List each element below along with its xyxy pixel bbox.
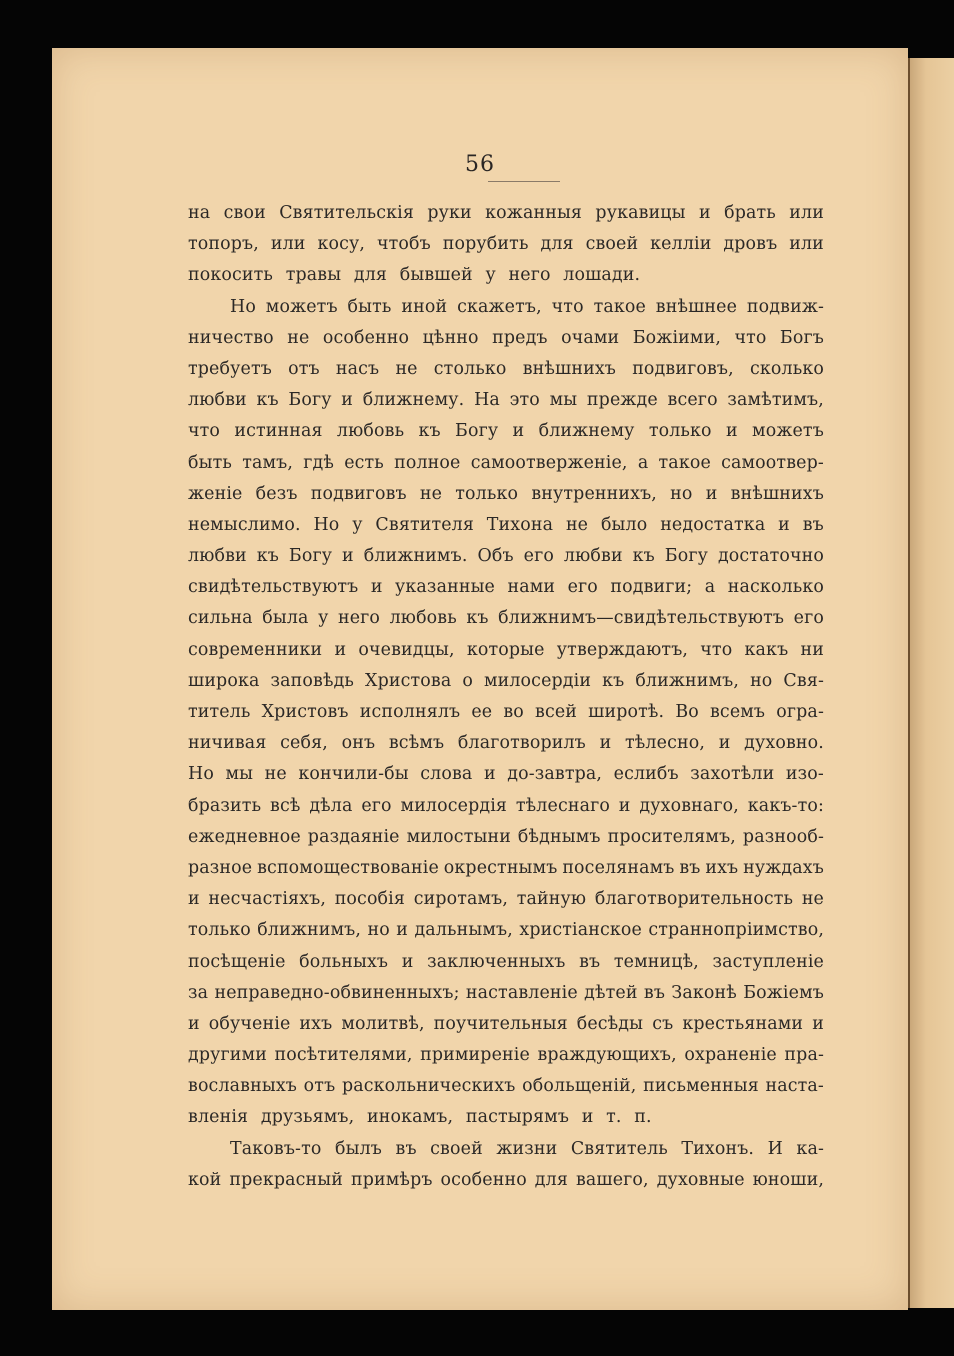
text-line: любви къ Богу и ближнему. На это мы прежде всего замѣтимъ, bbox=[188, 390, 824, 411]
text-line: разное вспомоществованіе окрестнымъ поселянамъ въ ихъ нуждахъ bbox=[188, 857, 824, 878]
text-line: Таковъ-то былъ въ своей жизни Святитель Тихонъ. И ка- bbox=[230, 1138, 824, 1159]
text-line: ничество не особенно цѣнно предъ очами Божіими, что Богъ bbox=[188, 327, 824, 348]
text-line: женіе безъ подвиговъ не только внутреннихъ, но и внѣшнихъ bbox=[188, 483, 824, 504]
text-line: ничивая себя, онъ всѣмъ благотворилъ и тѣлесно, и духовно. bbox=[188, 733, 824, 754]
text-line: только ближнимъ, но и дальнымъ, христіанское страннопріимство, bbox=[188, 920, 824, 941]
page-number: 56 bbox=[465, 152, 495, 177]
text-line: другими посѣтителями, примиреніе враждующихъ, охраненіе пра- bbox=[188, 1045, 824, 1066]
text-line: и обученіе ихъ молитвѣ, поучительныя бесѣды съ крестьянами и bbox=[188, 1013, 824, 1034]
body-text bbox=[188, 198, 824, 1196]
text-line: широка заповѣдь Христова о милосердіи къ ближнимъ, но Свя- bbox=[188, 670, 824, 691]
text-line: за неправедно-обвиненныхъ; наставленіе дѣтей въ Законѣ Божіемъ bbox=[188, 982, 824, 1003]
adjacent-page-edge bbox=[908, 58, 954, 1308]
text-line: быть тамъ, гдѣ есть полное самоотверженіе, а такое самоотвер- bbox=[188, 452, 824, 473]
text-line: Но мы не кончили-бы слова и до-завтра, еслибъ захотѣли изо- bbox=[188, 764, 824, 785]
text-line: титель Христовъ исполнялъ ее во всей широтѣ. Во всемъ огра- bbox=[188, 702, 824, 722]
text-line: бразить всѣ дѣла его милосердія тѣлеснаго и духовнаго, какъ-то: bbox=[188, 795, 824, 816]
text-line: вленія друзьямъ, инокамъ, пастырямъ и т. п. bbox=[188, 1107, 652, 1128]
text-line: топоръ, или косу, чтобъ порубить для своей келліи дровъ или bbox=[188, 234, 824, 255]
book-page bbox=[52, 48, 908, 1310]
text-line: посѣщеніе больныхъ и заключенныхъ въ темницѣ, заступленіе bbox=[188, 951, 824, 972]
text-line: сильна была у него любовь къ ближнимъ—свидѣтельствуютъ его bbox=[188, 608, 824, 629]
text-line: на свои Святительскія руки кожанныя рукавицы и брать или bbox=[188, 203, 824, 223]
page-number-rule bbox=[488, 181, 560, 182]
text-line: и несчастіяхъ, пособія сиротамъ, тайную благотворительность не bbox=[188, 889, 824, 910]
text-line: требуетъ отъ насъ не столько внѣшнихъ подвиговъ, сколько bbox=[188, 358, 824, 379]
text-line: кой прекрасный примѣръ особенно для вашего, духовные юноши, bbox=[188, 1169, 824, 1190]
text-line: вославныхъ отъ раскольническихъ обольщеній, письменныя наста- bbox=[188, 1076, 824, 1097]
text-line: свидѣтельствуютъ и указанные нами его подвиги; а насколько bbox=[188, 577, 824, 598]
text-line: Но можетъ быть иной скажетъ, что такое внѣшнее подвиж- bbox=[230, 296, 824, 317]
text-line: современники и очевидцы, которые утверждаютъ, что какъ ни bbox=[188, 639, 824, 660]
text-line: ежедневное раздаяніе милостыни бѣднымъ просителямъ, разнооб- bbox=[188, 826, 824, 847]
text-line: любви къ Богу и ближнимъ. Объ его любви къ Богу достаточно bbox=[188, 546, 824, 567]
text-line: покосить травы для бывшей у него лошади. bbox=[188, 265, 641, 286]
text-line: что истинная любовь къ Богу и ближнему только и можетъ bbox=[188, 421, 824, 442]
text-line: немыслимо. Но у Святителя Тихона не было недостатка и въ bbox=[188, 514, 824, 535]
